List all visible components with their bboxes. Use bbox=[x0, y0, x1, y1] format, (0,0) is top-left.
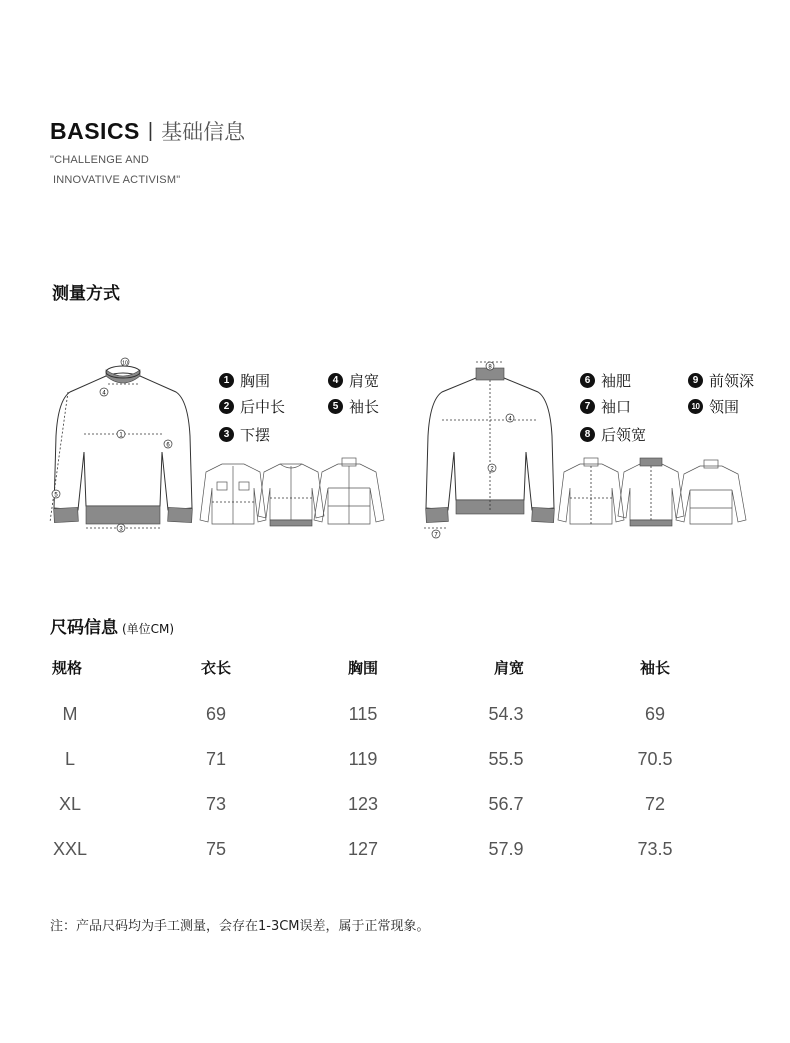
legend-item-7 bbox=[580, 396, 631, 417]
legend-number-badge: 2 bbox=[219, 399, 234, 414]
legend-number-badge: 10 bbox=[688, 399, 703, 414]
tagline-line-1: "CHALLENGE AND bbox=[50, 154, 150, 166]
legend-label: 袖口 bbox=[601, 398, 632, 416]
legend-item-6 bbox=[580, 370, 631, 391]
front-sweater-diagram bbox=[48, 356, 198, 541]
brand-header bbox=[50, 116, 245, 146]
front-puffer-jacket bbox=[314, 458, 384, 524]
front-mark-1: 1 bbox=[119, 432, 123, 439]
header-sleeve: 袖长 bbox=[639, 659, 671, 677]
header-chest: 胸围 bbox=[347, 659, 379, 677]
back-shirt-jacket bbox=[558, 458, 624, 524]
front-shirt-jacket bbox=[200, 464, 266, 524]
cell-shoulder: 55.5 bbox=[488, 749, 524, 769]
tagline-line-2: INNOVATIVE ACTIVISM" bbox=[53, 174, 181, 186]
legend-number-badge: 1 bbox=[219, 373, 234, 388]
size-table-header bbox=[0, 657, 790, 681]
cell-shoulder: 54.3 bbox=[488, 704, 524, 724]
brand-subtitle: 基础信息 bbox=[161, 120, 246, 144]
cell-shoulder: 57.9 bbox=[488, 839, 524, 859]
legend-label: 肩宽 bbox=[349, 372, 380, 390]
legend-item-1 bbox=[219, 370, 270, 391]
table-row bbox=[0, 794, 790, 818]
legend-label: 后中长 bbox=[240, 398, 286, 416]
cell-size: M bbox=[62, 704, 78, 724]
measure-title: 测量方式 bbox=[52, 284, 120, 304]
header-spec: 规格 bbox=[52, 659, 83, 677]
cell-size: L bbox=[64, 749, 76, 769]
cell-length: 73 bbox=[205, 794, 227, 814]
legend-label: 下摆 bbox=[240, 426, 271, 444]
cell-length: 69 bbox=[205, 704, 227, 724]
legend-number-badge: 9 bbox=[688, 373, 703, 388]
legend-item-9 bbox=[688, 370, 754, 391]
table-row bbox=[0, 839, 790, 863]
front-small-jackets bbox=[204, 458, 392, 538]
legend-item-8 bbox=[580, 424, 646, 445]
cell-chest: 123 bbox=[347, 794, 379, 814]
cell-length: 75 bbox=[205, 839, 227, 859]
legend-number-badge: 4 bbox=[328, 373, 343, 388]
cell-sleeve: 72 bbox=[644, 794, 666, 814]
front-mark-5: 5 bbox=[54, 492, 58, 499]
size-title: 尺码信息 bbox=[50, 618, 118, 638]
front-bomber-jacket bbox=[258, 464, 324, 526]
legend-item-10 bbox=[688, 396, 739, 417]
cell-chest: 119 bbox=[348, 749, 378, 769]
legend-number-badge: 6 bbox=[580, 373, 595, 388]
legend-number-badge: 3 bbox=[219, 427, 234, 442]
cell-chest: 127 bbox=[347, 839, 379, 859]
legend-number-badge: 5 bbox=[328, 399, 343, 414]
cell-size: XXL bbox=[52, 839, 88, 859]
back-mark-7: 7 bbox=[434, 532, 438, 539]
back-bomber-jacket bbox=[618, 458, 684, 526]
cell-size: XL bbox=[58, 794, 82, 814]
back-small-jackets bbox=[560, 458, 750, 538]
legend-label: 前领深 bbox=[709, 372, 755, 390]
measurement-note: 注：产品尺码均为手工测量，会存在1-3CM误差，属于正常现象。 bbox=[50, 919, 430, 934]
legend-label: 袖长 bbox=[349, 398, 380, 416]
legend-item-4 bbox=[328, 370, 379, 391]
legend-item-2 bbox=[219, 396, 285, 417]
legend-label: 袖肥 bbox=[601, 372, 632, 390]
table-row bbox=[0, 749, 790, 773]
cell-sleeve: 69 bbox=[644, 704, 666, 724]
back-sweater-diagram bbox=[428, 360, 563, 540]
header-length: 衣长 bbox=[200, 659, 232, 677]
table-row bbox=[0, 704, 790, 728]
legend-item-3 bbox=[219, 424, 270, 445]
cell-length: 71 bbox=[205, 749, 227, 769]
size-unit: (单位CM) bbox=[122, 622, 175, 636]
back-mark-8: 8 bbox=[488, 364, 492, 371]
cell-sleeve: 73.5 bbox=[637, 839, 673, 859]
legend-number-badge: 7 bbox=[580, 399, 595, 414]
legend-label: 胸围 bbox=[240, 372, 271, 390]
back-mark-4: 4 bbox=[508, 416, 512, 423]
cell-shoulder: 56.7 bbox=[488, 794, 524, 814]
front-mark-4: 4 bbox=[102, 390, 106, 397]
back-mark-2: 2 bbox=[490, 466, 494, 473]
cell-chest: 115 bbox=[348, 704, 378, 724]
front-mark-10: 10 bbox=[122, 360, 128, 367]
brand-tagline bbox=[50, 150, 180, 190]
front-mark-6: 6 bbox=[166, 442, 170, 449]
legend-number-badge: 8 bbox=[580, 427, 595, 442]
size-title-group bbox=[50, 613, 174, 638]
back-puffer-jacket bbox=[676, 460, 746, 524]
header-shoulder: 肩宽 bbox=[493, 659, 525, 677]
legend-label: 领围 bbox=[709, 398, 740, 416]
cell-sleeve: 70.5 bbox=[637, 749, 673, 769]
brand-name: BASICS bbox=[50, 117, 140, 144]
front-mark-3: 3 bbox=[119, 526, 123, 533]
brand-separator: | bbox=[147, 119, 154, 142]
legend-label: 后领宽 bbox=[601, 426, 647, 444]
legend-item-5 bbox=[328, 396, 379, 417]
